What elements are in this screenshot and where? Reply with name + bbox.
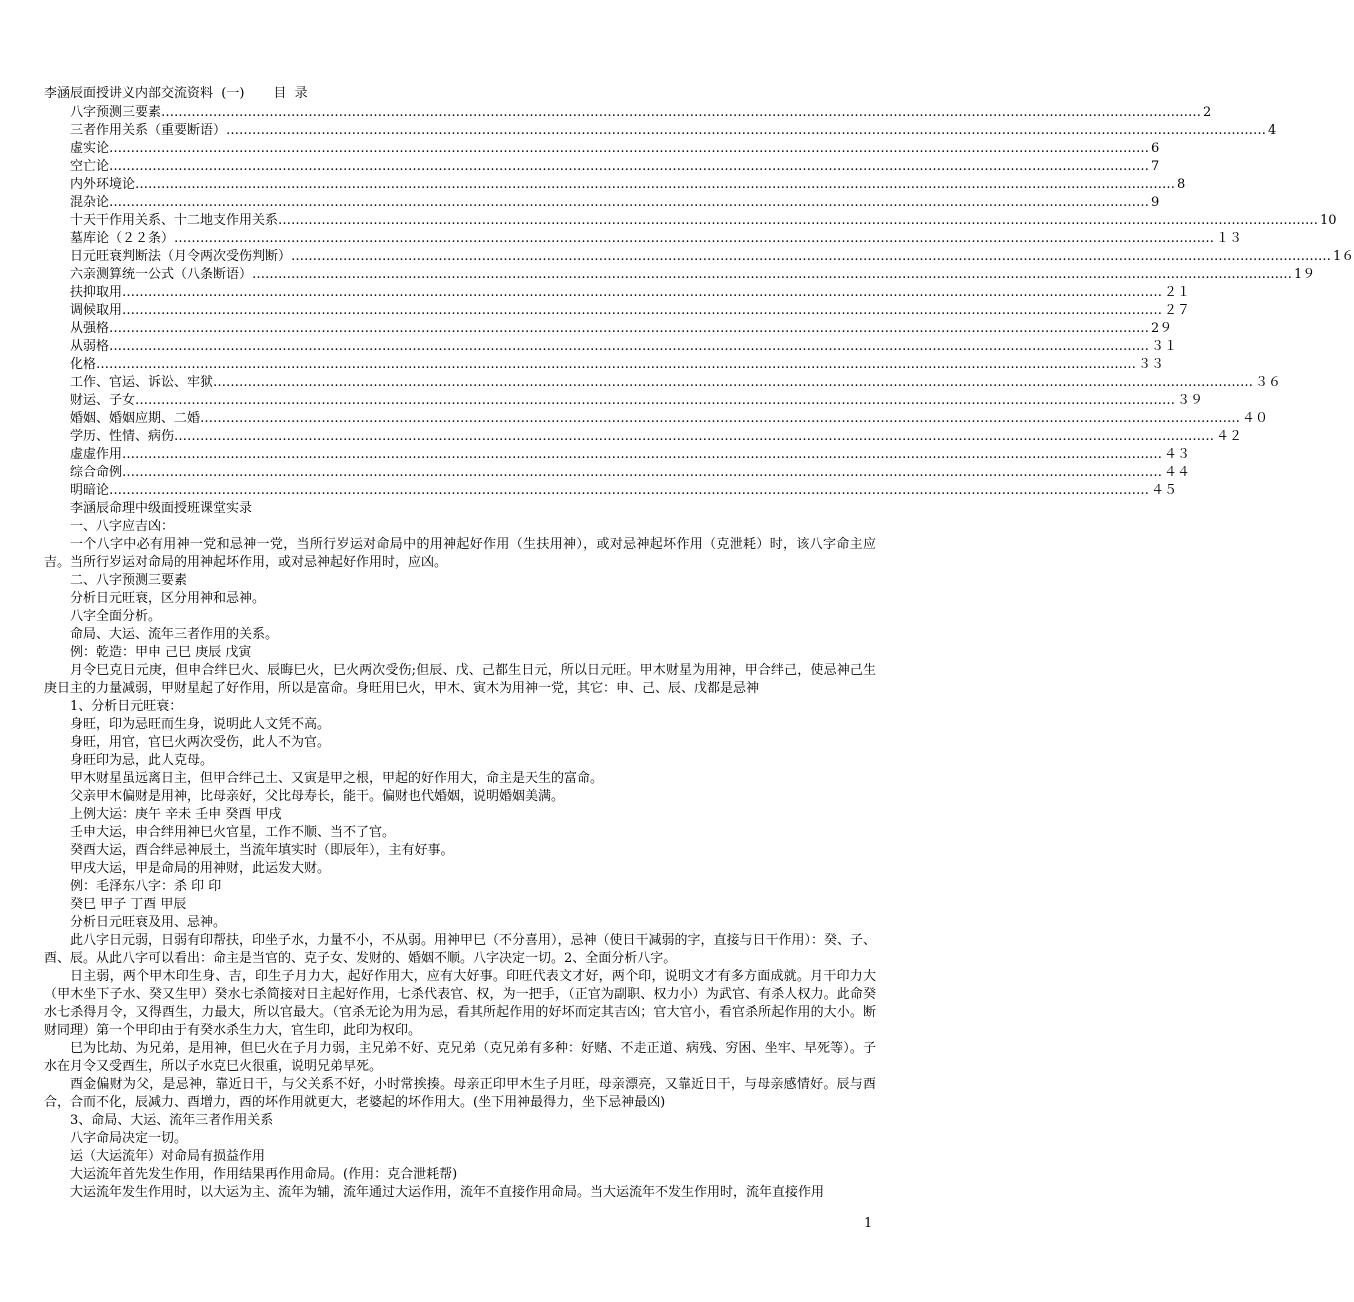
toc-entry-label: 空亡论 bbox=[70, 159, 110, 174]
body-paragraph: 一、八字应吉凶： bbox=[70, 519, 175, 534]
body-paragraph: 1、分析日元旺衰： bbox=[70, 699, 183, 714]
toc-leader-dots: …………………………………………………………………………………………………………………………………………………………………………………………………………………… bbox=[109, 483, 1150, 498]
toc-entry-label: 内外环境论 bbox=[70, 177, 136, 192]
body-paragraph: 壬申大运，申合绊用神巳火官星，工作不顺、当不了官。 bbox=[70, 825, 396, 840]
body-paragraph: 酉金偏财为父，是忌神，靠近日干，与父关系不好，小时常挨揍。母亲正印甲木生子月旺，母亲漂亮，又靠近日干，与母亲感情好。辰与酉合，合而不化，辰减力、酉增力，酉的坏作用就更大，老婆起的坏作用大。(坐下用神最得力，坐下忌神最凶) bbox=[44, 1077, 876, 1110]
toc-entry-page: 9 bbox=[1151, 195, 1160, 210]
toc-entry bbox=[70, 284, 1191, 302]
body-paragraph: 命局、大运、流年三者作用的关系。 bbox=[70, 627, 279, 642]
toc-entry-page: １３ bbox=[1216, 231, 1243, 246]
toc-entry bbox=[70, 122, 1277, 140]
body-paragraph: 甲戌大运，甲是命局的用神财，此运发大财。 bbox=[70, 861, 331, 876]
toc-entry-page: 7 bbox=[1151, 159, 1160, 174]
body-paragraph: 身旺，印为忌旺而生身，说明此人文凭不高。 bbox=[70, 717, 331, 732]
body-paragraph: 大运流年首先发生作用，作用结果再作用命局。(作用：克合泄耗帮) bbox=[70, 1167, 458, 1182]
toc-entry-page: ３３ bbox=[1138, 357, 1165, 372]
toc-entry-page: 2 bbox=[1203, 105, 1212, 120]
toc-leader-dots: …………………………………………………………………………………………………………………………………………………………………………………………………………………… bbox=[213, 375, 1254, 390]
toc-leader-dots: …………………………………………………………………………………………………………………………………………………………………………………………………………………… bbox=[135, 393, 1176, 408]
body-paragraph: 分析日元旺衰，区分用神和忌神。 bbox=[70, 591, 266, 606]
toc-entry-label: 从弱格 bbox=[70, 339, 110, 354]
toc-leader-dots: …………………………………………………………………………………………………………………………………………………………………………………………………………………… bbox=[200, 411, 1241, 426]
toc-entry-page: 1６ bbox=[1333, 249, 1354, 264]
toc-leader-dots: …………………………………………………………………………………………………………………………………………………………………………………………………………………… bbox=[109, 339, 1150, 354]
toc-entry bbox=[70, 176, 1186, 194]
toc-leader-dots: …………………………………………………………………………………………………………………………………………………………………………………………………………………… bbox=[122, 285, 1163, 300]
toc-entry-label: 虚虚作用 bbox=[70, 447, 123, 462]
toc-entry bbox=[70, 302, 1191, 320]
toc-entry bbox=[70, 194, 1160, 212]
body-paragraph: 癸酉大运，酉合绊忌神辰土，当流年填实时（即辰年），主有好事。 bbox=[70, 843, 454, 858]
toc-entry-label: 十天干作用关系、十二地支作用关系 bbox=[70, 213, 279, 228]
toc-entry-label: 六亲测算统一公式（八条断语） bbox=[70, 267, 253, 282]
toc-entry bbox=[70, 320, 1173, 338]
toc-entry-label: 扶抑取用 bbox=[70, 285, 123, 300]
toc-entry bbox=[70, 140, 1160, 158]
toc-leader-dots: …………………………………………………………………………………………………………………………………………………………………………………………………………………… bbox=[291, 249, 1332, 264]
toc-entry-label: 综合命例 bbox=[70, 465, 123, 480]
toc-leader-dots: …………………………………………………………………………………………………………………………………………………………………………………………………………………… bbox=[278, 213, 1319, 228]
toc-entry bbox=[70, 428, 1243, 446]
toc-entry bbox=[70, 104, 1212, 122]
toc-entry bbox=[70, 338, 1178, 356]
toc-entry-page: ３９ bbox=[1177, 393, 1204, 408]
toc-leader-dots: …………………………………………………………………………………………………………………………………………………………………………………………………………………… bbox=[109, 159, 1150, 174]
toc-entry-label: 混杂论 bbox=[70, 195, 110, 210]
toc-entry-page: ４４ bbox=[1164, 465, 1191, 480]
toc-entry-page: 4 bbox=[1268, 123, 1277, 138]
toc-entry-label: 八字预测三要素 bbox=[70, 105, 162, 120]
toc-entry-page: ４２ bbox=[1216, 429, 1243, 444]
toc-entry-label: 工作、官运、诉讼、牢狱 bbox=[70, 375, 214, 390]
toc-leader-dots: …………………………………………………………………………………………………………………………………………………………………………………………………………………… bbox=[122, 465, 1163, 480]
toc-entry-page: ２７ bbox=[1164, 303, 1191, 318]
toc-entry bbox=[70, 446, 1191, 464]
toc-entry-page: ３１ bbox=[1151, 339, 1178, 354]
body-paragraph: 日主弱，两个甲木印生身、吉，印生子月力大，起好作用大，应有大好事。印旺代表文才好，两个印，说明文才有多方面成就。月干印力大（甲木坐下子水、癸又生甲）癸水七杀简接对日主起好作用，七杀代表官、权，为一把手，（正官为副职、权力小）为武官、有杀人权力。此命癸水七杀得月令，又得酉生，力最大，所以官最大。（官杀无论为用为忌，看其所起作用的好坏而定其吉凶；官大官小，看官杀所起作用的大小。断财同理）第一个甲印由于有癸水杀生力大，官生印，此印为权印。 bbox=[44, 969, 876, 1038]
body-paragraph: 八字全面分析。 bbox=[70, 609, 162, 624]
body-paragraph: 身旺，用官，官巳火两次受伤，此人不为官。 bbox=[70, 735, 331, 750]
toc-entry bbox=[70, 374, 1282, 392]
toc-entry-page: 10 bbox=[1320, 213, 1337, 228]
body-paragraph: 身旺印为忌，此人克母。 bbox=[70, 753, 214, 768]
toc-entry-label: 虚实论 bbox=[70, 141, 110, 156]
body-paragraph: 例：乾造：甲申 己巳 庚辰 戊寅 bbox=[70, 645, 252, 660]
toc-entry-label: 学历、性情、病伤 bbox=[70, 429, 175, 444]
toc-leader-dots: …………………………………………………………………………………………………………………………………………………………………………………………………………………… bbox=[174, 231, 1215, 246]
body-paragraph: 癸巳 甲子 丁酉 甲辰 bbox=[70, 897, 187, 912]
toc-leader-dots: …………………………………………………………………………………………………………………………………………………………………………………………………………………… bbox=[109, 321, 1150, 336]
toc-entry-label: 明暗论 bbox=[70, 483, 110, 498]
body-paragraph: 月令巳克日元庚，但申合绊巳火、辰晦巳火，巳火两次受伤;但辰、戊、己都生日元，所以日元旺。甲木财星为用神，甲合绊己，使忌神己生庚日主的力量减弱，甲财星起了好作用，所以是富命。身旺用巳火，甲木、寅木为用神一党，其它：申、己、辰、戊都是忌神 bbox=[44, 663, 876, 696]
toc-leader-dots: …………………………………………………………………………………………………………………………………………………………………………………………………………………… bbox=[226, 123, 1267, 138]
body-paragraph: 分析日元旺衰及用、忌神。 bbox=[70, 915, 227, 930]
body-paragraph: 3、命局、大运、流年三者作用关系 bbox=[70, 1113, 274, 1128]
toc-leader-dots: …………………………………………………………………………………………………………………………………………………………………………………………………………………… bbox=[174, 429, 1215, 444]
body-paragraph: 李涵辰命理中级面授班课堂实录 bbox=[70, 501, 253, 516]
toc-entry-page: ２１ bbox=[1164, 285, 1191, 300]
body-paragraph: 例：毛泽东八字：杀 印 印 bbox=[70, 879, 222, 894]
toc-leader-dots: …………………………………………………………………………………………………………………………………………………………………………………………………………………… bbox=[109, 141, 1150, 156]
document-body bbox=[44, 500, 876, 1202]
toc-entry-label: 从强格 bbox=[70, 321, 110, 336]
body-paragraph: 二、八字预测三要素 bbox=[70, 573, 188, 588]
toc-leader-dots: …………………………………………………………………………………………………………………………………………………………………………………………………………………… bbox=[109, 195, 1150, 210]
toc-entry-page: ４３ bbox=[1164, 447, 1191, 462]
toc-entry-page: ４５ bbox=[1151, 483, 1178, 498]
body-paragraph: 一个八字中必有用神一党和忌神一党，当所行岁运对命局中的用神起好作用（生扶用神），或对忌神起坏作用（克泄耗）时，该八字命主应吉。当所行岁运对命局的用神起坏作用，或对忌神起好作用时，应凶。 bbox=[44, 537, 876, 570]
toc-entry bbox=[70, 410, 1269, 428]
toc-leader-dots: …………………………………………………………………………………………………………………………………………………………………………………………………………………… bbox=[252, 267, 1293, 282]
body-paragraph: 此八字日元弱，日弱有印帮扶，印坐子水，力量不小，不从弱。用神甲巳（不分喜用），忌神（使日干减弱的字，直接与日干作用）：癸、子、酉、辰。从此八字可以看出：命主是当官的、克子女、发财的、婚姻不顺。八字决定一切。2、全面分析八字。 bbox=[44, 933, 877, 966]
toc-entry-page: 6 bbox=[1151, 141, 1160, 156]
toc-entry-page: ３６ bbox=[1255, 375, 1282, 390]
toc-entry-page: ４０ bbox=[1242, 411, 1269, 426]
toc-entry-label: 婚姻、婚姻应期、二婚 bbox=[70, 411, 201, 426]
body-paragraph: 甲木财星虽远离日主，但甲合绊己土、又寅是甲之根，甲起的好作用大，命主是天生的富命。 bbox=[70, 771, 604, 786]
toc-leader-dots: …………………………………………………………………………………………………………………………………………………………………………………………………………………… bbox=[96, 357, 1137, 372]
toc-leader-dots: …………………………………………………………………………………………………………………………………………………………………………………………………………………… bbox=[122, 303, 1163, 318]
toc-entry-label: 调候取用 bbox=[70, 303, 123, 318]
toc-entry-page: 1９ bbox=[1294, 267, 1316, 282]
body-paragraph: 大运流年发生作用时，以大运为主、流年为辅，流年通过大运作用，流年不直接作用命局。当大运流年不发生作用时，流年直接作用 bbox=[70, 1185, 825, 1200]
body-paragraph: 巳为比劫、为兄弟，是用神，但巳火在子月力弱，主兄弟不好、克兄弟（克兄弟有多种：好赌、不走正道、病残、穷困、坐牢、早死等）。子水在月令又受酉生，所以子水克巳火很重，说明兄弟早死。 bbox=[44, 1041, 876, 1074]
document-header: 李涵辰面授讲义内部交流资料 (一) 目 录 bbox=[44, 86, 308, 101]
page-number: 1 bbox=[864, 1216, 873, 1231]
table-of-contents bbox=[70, 104, 1354, 500]
toc-entry-label: 三者作用关系（重要断语） bbox=[70, 123, 227, 138]
body-paragraph: 父亲甲木偏财是用神，比母亲好，父比母寿长，能干。偏财也代婚姻，说明婚姻美满。 bbox=[70, 789, 565, 804]
toc-entry bbox=[70, 356, 1165, 374]
toc-leader-dots: …………………………………………………………………………………………………………………………………………………………………………………………………………………… bbox=[122, 447, 1163, 462]
toc-entry-label: 财运、子女 bbox=[70, 393, 136, 408]
toc-entry bbox=[70, 464, 1191, 482]
toc-entry bbox=[70, 158, 1160, 176]
body-paragraph: 上例大运：庚午 辛未 壬申 癸酉 甲戌 bbox=[70, 807, 282, 822]
toc-entry-label: 墓库论（２２条） bbox=[70, 231, 175, 246]
toc-leader-dots: …………………………………………………………………………………………………………………………………………………………………………………………………………………… bbox=[135, 177, 1176, 192]
toc-entry-page: 2９ bbox=[1151, 321, 1173, 336]
toc-entry bbox=[70, 248, 1354, 266]
toc-entry bbox=[70, 482, 1178, 500]
toc-leader-dots: …………………………………………………………………………………………………………………………………………………………………………………………………………………… bbox=[161, 105, 1202, 120]
body-paragraph: 八字命局决定一切。 bbox=[70, 1131, 188, 1146]
toc-entry-label: 化格 bbox=[70, 357, 97, 372]
toc-entry bbox=[70, 212, 1337, 230]
toc-entry-page: 8 bbox=[1177, 177, 1186, 192]
toc-entry bbox=[70, 392, 1204, 410]
body-paragraph: 运（大运流年）对命局有损益作用 bbox=[70, 1149, 266, 1164]
toc-entry-label: 日元旺衰判断法（月令两次受伤判断） bbox=[70, 249, 292, 264]
toc-entry bbox=[70, 230, 1243, 248]
toc-entry bbox=[70, 266, 1316, 284]
